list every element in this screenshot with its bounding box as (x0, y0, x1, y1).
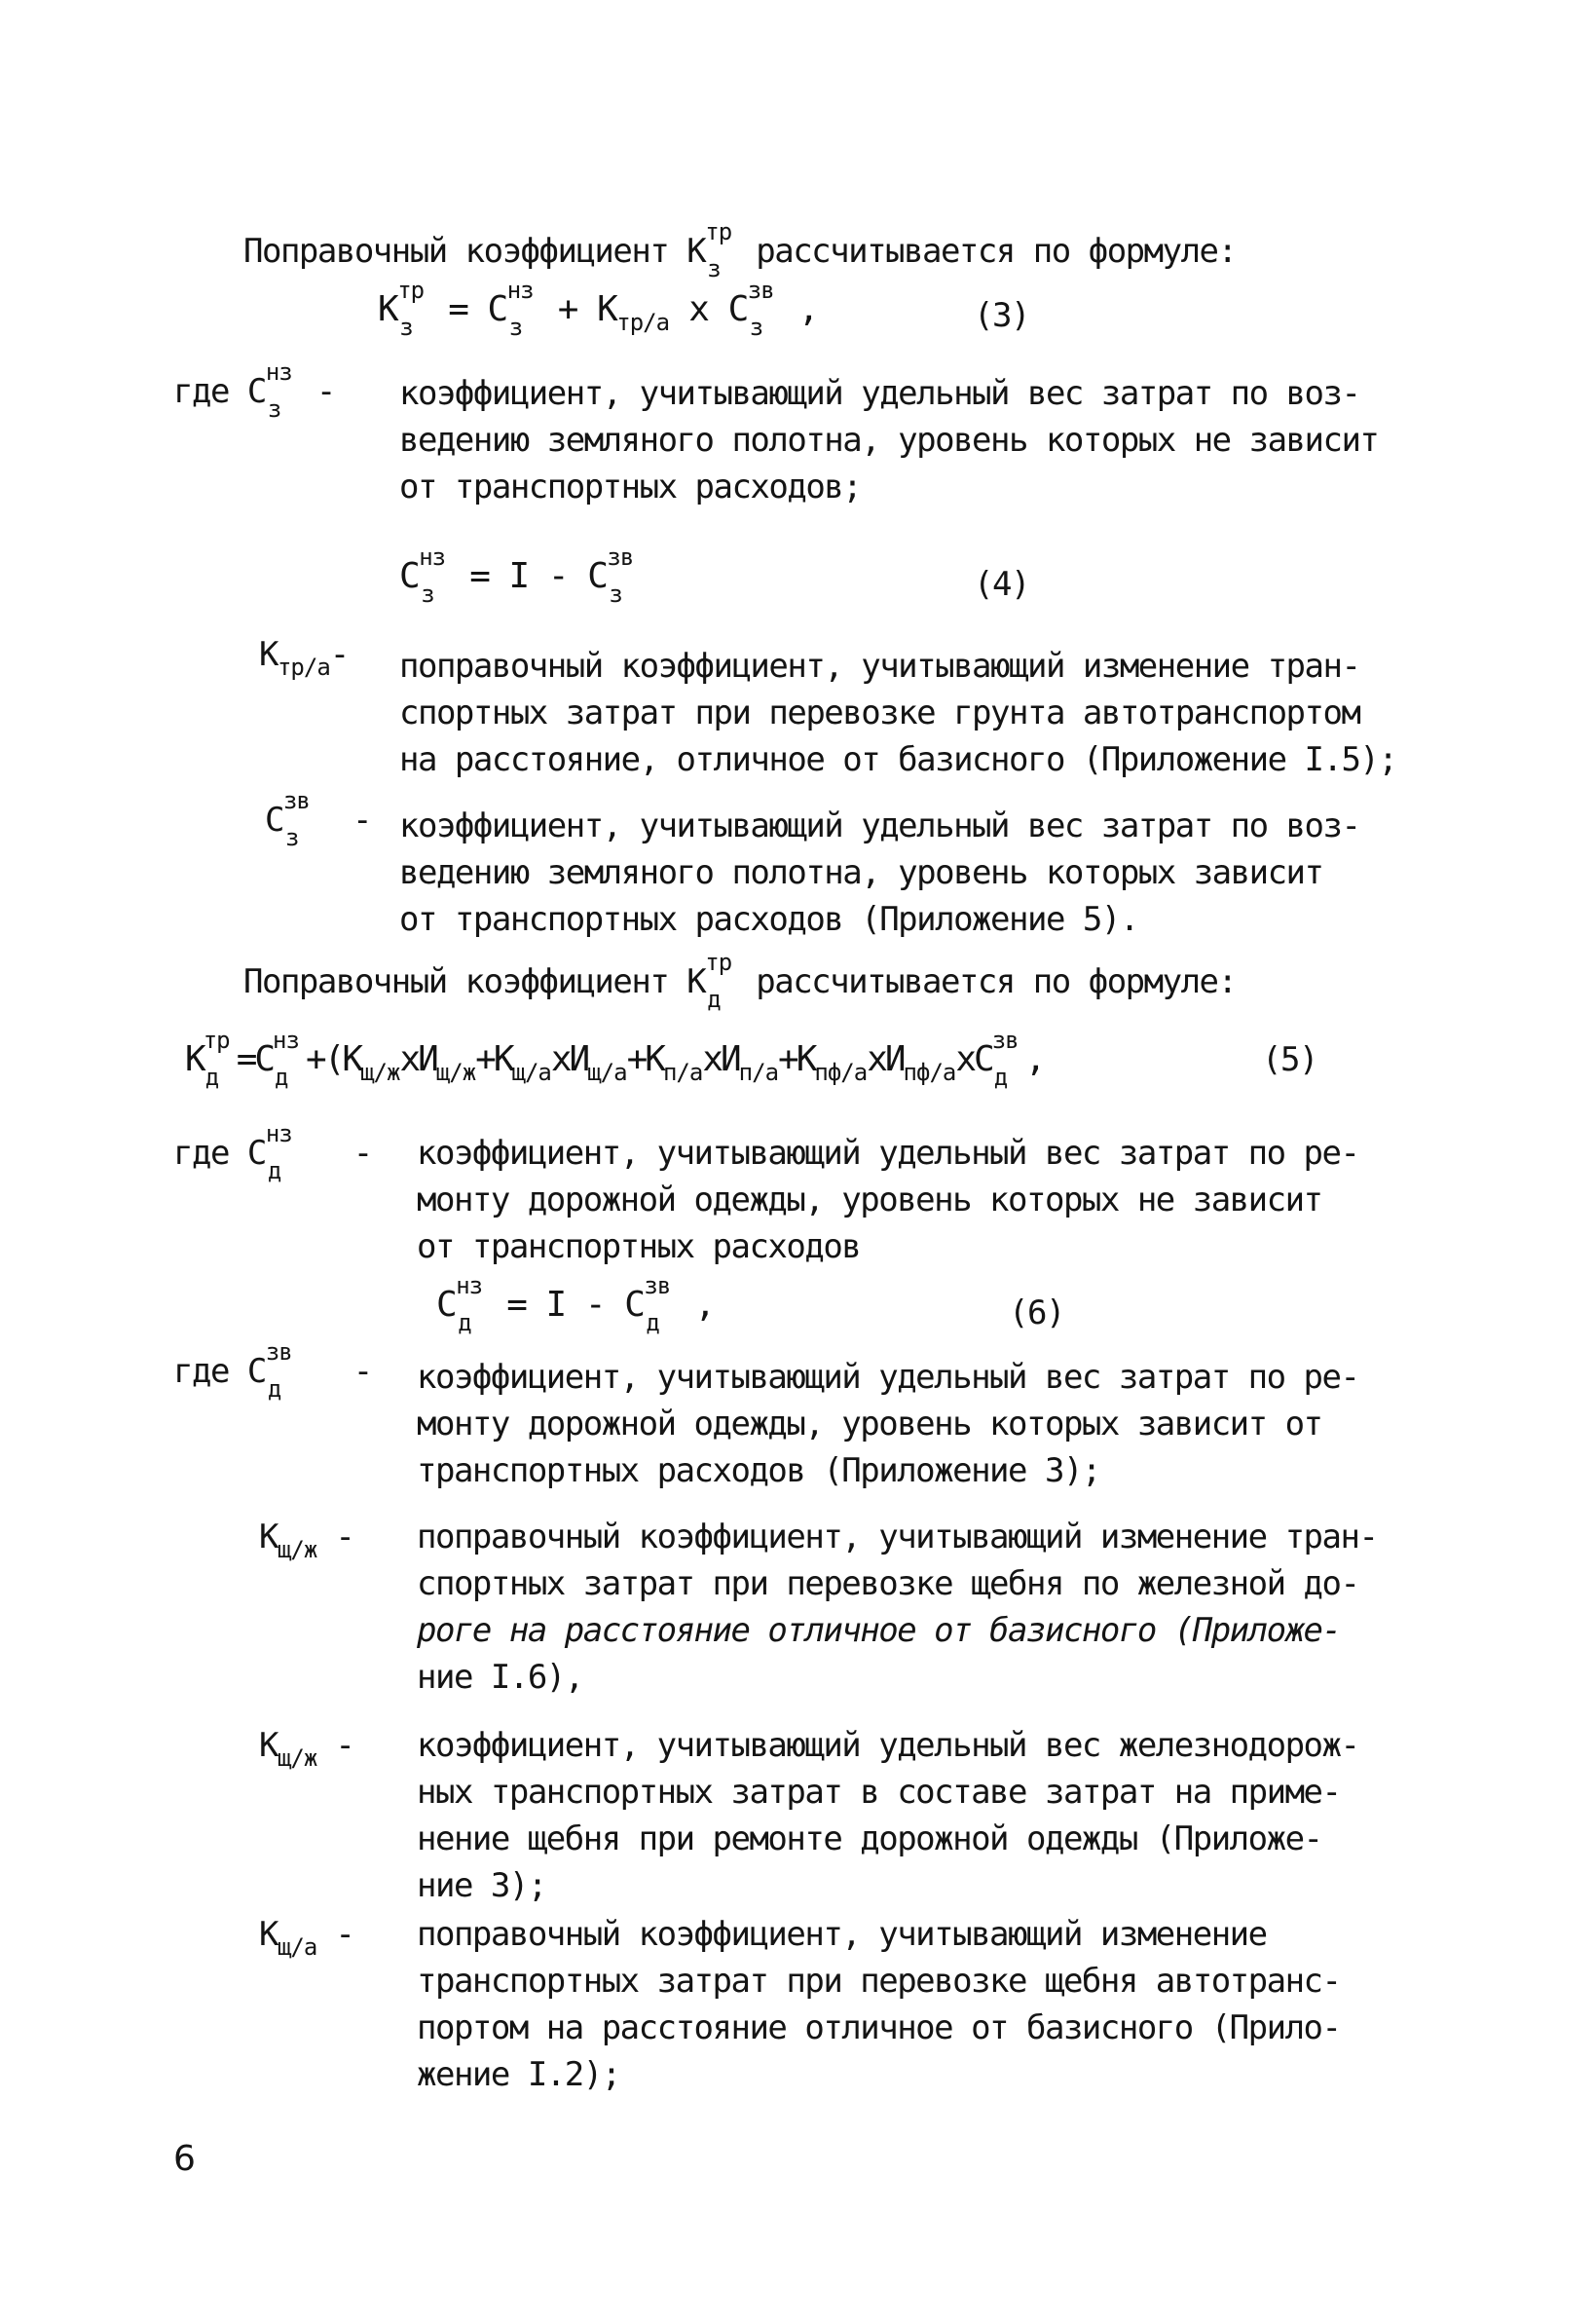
def-line: коэффициент, учитывающий удельный вес затрат по ре- (417, 1134, 1359, 1173)
def-line: жение I.2); (417, 2055, 620, 2094)
intro-text: Поправочный коэффициент (243, 962, 669, 1001)
def-label-kshch-zh-2: $К_{щ/ж}$ - (259, 1726, 354, 1772)
def-label-kshch-a: $К_{щ/а}$ - (259, 1915, 354, 1961)
formula-4: С нз з = I - С зв з (399, 544, 634, 608)
intro-kz: Поправочный коэффициент К тр з рассчитывается по формуле: (243, 218, 1237, 282)
equation-number-4: (4) (974, 565, 1029, 604)
def-line: монту дорожной одежды, уровень которых не зависит (417, 1181, 1322, 1219)
formula-5: К тр д =С нз д $+(К_{щ/ж}хИ_{щ/ж}+К_{щ/а}хИ_{щ/а}+К_{п/а}хИ_{п/а}+К_{пф/а}хИ_{пф/а}хС$ зв д , (185, 1027, 1044, 1091)
equation-number-3: (3) (974, 296, 1029, 335)
def-line: ных транспортных затрат в составе затрат на приме- (417, 1773, 1341, 1812)
equation-number-5: (5) (1262, 1040, 1317, 1079)
def-label-cnz-d: где С нз д - (173, 1120, 372, 1184)
def-line: ние I.6), (417, 1658, 583, 1697)
def-line: ние 3); (417, 1866, 546, 1905)
def-label-czv-d: где С зв д - (173, 1338, 372, 1403)
def-line: коэффициент, учитывающий удельный вес затрат по ре- (417, 1358, 1359, 1397)
def-line: от транспортных расходов (Приложение 5). (399, 900, 1138, 939)
page-number: 6 (173, 2139, 196, 2179)
def-label-kshch-zh-1: $К_{щ/ж}$ - (259, 1518, 354, 1563)
def-line: коэффициент, учитывающий удельный вес железнодорож- (417, 1726, 1359, 1765)
def-line: монту дорожной одежды, уровень которых зависит от (417, 1405, 1322, 1443)
def-label-cnz-z: где С нз з - (173, 358, 335, 423)
def-line: транспортных расходов (Приложение 3); (417, 1451, 1100, 1490)
intro-text: Поправочный коэффициент (243, 232, 669, 271)
def-line: портом на расстояние отличное от базисного (Прило- (417, 2008, 1341, 2047)
def-line: роге на расстояние отличное от базисного (Приложе- (417, 1611, 1341, 1650)
def-line: спортных затрат при перевозке грунта автотранспортом (399, 693, 1360, 732)
def-line: спортных затрат при перевозке щебня по железной до- (417, 1564, 1359, 1603)
def-line: на расстояние, отличное от базисного (Приложение I.5); (399, 740, 1397, 779)
formula-3: К тр з = С нз з + $К_{тр/а}$ x С зв з , (378, 277, 818, 341)
def-line: ведению земляного полотна, уровень которых не зависит (399, 421, 1379, 460)
def-line: транспортных затрат при перевозке щебня автотранс- (417, 1962, 1341, 2001)
def-line: коэффициент, учитывающий удельный вес затрат по воз- (399, 374, 1360, 413)
def-line: поправочный коэффициент, учитывающий изменение тран- (417, 1518, 1378, 1556)
def-label-ktr-a: $К_{тр/а}-$ (259, 635, 349, 681)
def-line: поправочный коэффициент, учитывающий изменение (417, 1915, 1267, 1954)
def-label-czv-z: С зв з - (265, 787, 371, 851)
intro-text-end: рассчитывается по формуле: (756, 962, 1237, 1001)
equation-number-6: (6) (1009, 1293, 1064, 1332)
def-line: от транспортных расходов (417, 1227, 861, 1266)
intro-kd: Поправочный коэффициент К тр д рассчитывается по формуле: (243, 949, 1237, 1013)
def-line: нение щебня при ремонте дорожной одежды (Приложе- (417, 1819, 1322, 1858)
formula-6: С нз д = I - С зв д , (436, 1272, 715, 1336)
def-line: от транспортных расходов; (399, 468, 862, 506)
def-line: ведению земляного полотна, уровень которых зависит (399, 853, 1323, 892)
def-line: поправочный коэффициент, учитывающий изменение тран- (399, 647, 1360, 686)
intro-text-end: рассчитывается по формуле: (756, 232, 1237, 271)
def-line: коэффициент, учитывающий удельный вес затрат по воз- (399, 806, 1360, 845)
